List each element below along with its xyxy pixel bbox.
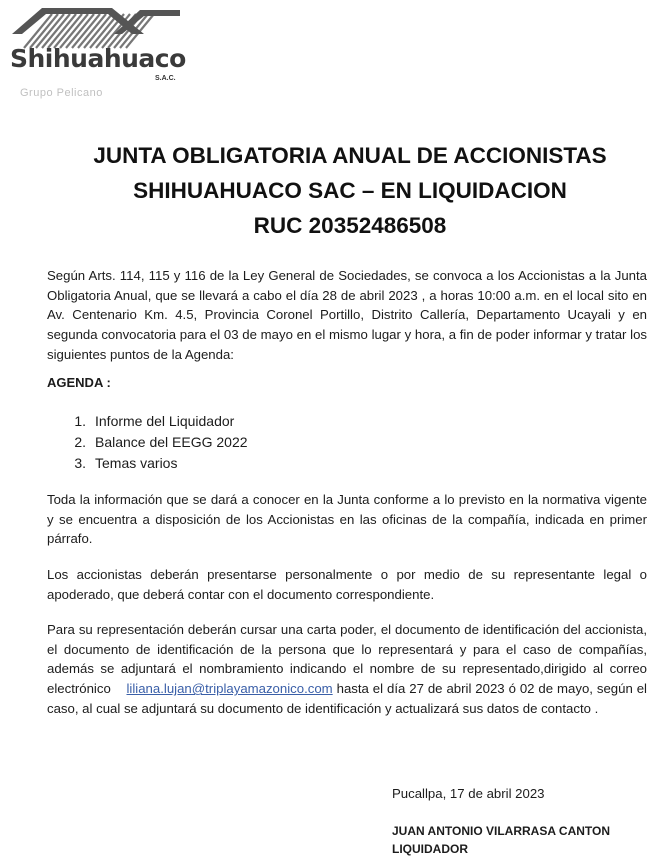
agenda-item-number: 2. (74, 434, 86, 450)
agenda-item (47, 411, 248, 432)
signature-date: Pucallpa, 17 de abril 2023 (392, 786, 545, 801)
title-line-3: RUC 20352486508 (253, 213, 447, 238)
title-line-2: SHIHUAHUACO SAC – EN LIQUIDACION (133, 178, 567, 203)
agenda-heading: AGENDA : (47, 375, 111, 390)
agenda-item (47, 432, 248, 453)
attendance-paragraph: Los accionistas deberán presentarse personalmente o por medio de su representante legal o apoderado, que deberá contar con el documento correspondiente. (47, 567, 647, 602)
agenda-list (47, 411, 248, 474)
representation-text-start: Para su representación deberán cursar una carta poder, el documento de identificación del accionista, el documento de identificación de la persona que lo representará y para el caso de compañías, además se adjuntará el nombramiento indicando el nombre de su representado,dirigido al correo electrónico (47, 622, 647, 697)
notice-title (0, 138, 655, 243)
agenda-item-text: Temas varios (95, 455, 178, 471)
email-link[interactable]: liliana.lujan@triplayamazonico.com (126, 681, 333, 697)
agenda-item-number: 1. (74, 413, 86, 429)
signature-block (392, 822, 610, 858)
representation-text-end: hasta el día 27 de abril 2023 ó 02 de mayo, según el caso, al cual se adjuntará su documento de identificación y actualizará sus datos de contacto . (47, 681, 647, 716)
information-paragraph: Toda la información que se dará a conocer en la Junta conforme a lo previsto en la normativa vigente y se encuentra a disposición de los Accionistas en las oficinas de la compañía, indicada en primer párrafo. (47, 492, 647, 547)
signer-name: JUAN ANTONIO VILARRASA CANTON (392, 824, 611, 838)
title-line-1: JUNTA OBLIGATORIA ANUAL DE ACCIONISTAS (93, 143, 607, 168)
logo-wordmark: Shihuahuaco (10, 44, 186, 73)
company-logo (4, 4, 194, 104)
intro-paragraph: Según Arts. 114, 115 y 116 de la Ley General de Sociedades, se convoca a los Accionistas a la Junta Obligatoria Anual, que se llevará a cabo el día 28 de abril 2023 , a horas 10:00 a.m. en el local sito en Av. Centenario Km. 4.5, Provincia Coronel Portillo, Distrito Callería, Departamento Ucayali y en segunda convocatoria para el 03 de mayo en el mismo lugar y hora, a fin de poder informar y tratar los siguientes puntos de la Agenda: (47, 268, 647, 362)
logo-group-name: Grupo Pelicano (20, 87, 103, 99)
agenda-item-text: Informe del Liquidador (95, 413, 235, 429)
agenda-item (47, 453, 248, 474)
logo-suffix: S.A.C. (155, 75, 176, 82)
signer-role: LIQUIDADOR (392, 842, 468, 856)
agenda-item-number: 3. (74, 455, 86, 471)
agenda-item-text: Balance del EEGG 2022 (95, 434, 248, 450)
representation-paragraph (47, 620, 647, 719)
